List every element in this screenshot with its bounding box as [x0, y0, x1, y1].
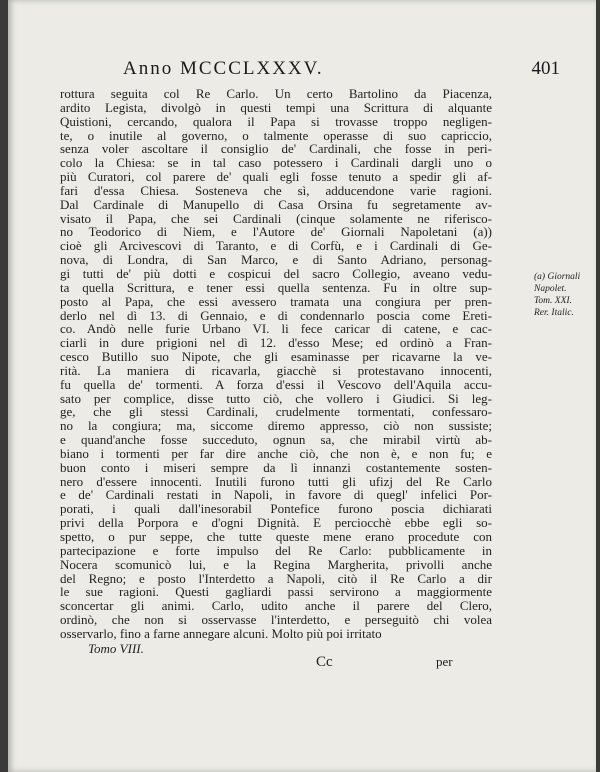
- text-line: fari d'essa Chiesa. Sosteneva che sì, adducendone varie ragioni.: [60, 182, 492, 198]
- text-line: più Curatori, col parere de' quali egli fosse tenuto a spedir gli af-: [60, 169, 492, 185]
- text-line: gi tutti de' più dotti e cospicui del sacro Collegio, aveano vedu-: [60, 265, 492, 281]
- marginal-note-line: Tom. XXI.: [534, 296, 572, 306]
- text-line: buon conto i miseri sempre da lì innanzi costantemente sosten-: [60, 459, 492, 475]
- text-line: del Regno; e posto l'Interdetto a Napoli, citò il Re Carlo a dir: [60, 570, 492, 586]
- text-line: ta quella Scrittura, e tener essi quella sentenza. Fu in oltre sup-: [60, 279, 492, 295]
- text-line: e quand'anche fosse succeduto, ognun sa, che mirabil virtù ab-: [60, 432, 492, 448]
- running-header: [123, 58, 560, 82]
- text-line: Dal Cardinale di Manupello di Casa Orsina fu segretamente av-: [60, 196, 492, 212]
- text-line: co. Andò nelle furie Urbano VI. li fece caricar di catene, e cac-: [60, 321, 492, 337]
- text-line: rottura seguita col Re Carlo. Un certo Bartolino da Piacenza,: [60, 86, 492, 101]
- text-line: fu quella de' tormenti. A forza d'essi il Vescovo dell'Aquila accu-: [60, 376, 492, 392]
- catchword: per: [436, 654, 453, 669]
- marginal-note-line: Rer. Italic.: [534, 308, 574, 318]
- text-line: cioè gli Arcivescovi di Taranto, e di Corfù, e i Cardinali di Ge-: [60, 238, 492, 254]
- text-line: biano i tormenti per far dire anche ciò, che non è, e non fu; e: [60, 445, 492, 461]
- page-number: 401: [531, 58, 560, 79]
- text-line: Nocera scomunicò lui, e la Regina Margherita, privolli anche: [60, 556, 492, 572]
- marginal-note: [534, 271, 600, 319]
- text-line: visato il Papa, che sei Cardinali (cinque solamente ne riferisco-: [60, 210, 492, 226]
- text-line: nero d'essere innocenti. Inutili furono tutti gli ufizj del Re Carlo: [60, 473, 492, 489]
- text-line: senza voler ascoltare il consiglio de' Cardinali, che fosse in peri-: [60, 141, 492, 157]
- book-page: [8, 0, 596, 772]
- signature-mark: Cc: [316, 654, 333, 670]
- header-title: Anno MCCCLXXXV.: [123, 58, 324, 79]
- text-line: ordinò, che non si osservasse l'interdetto, e perseguitò chi volea: [60, 612, 492, 628]
- text-line: cesco Butillo suo Nipote, che gli esaminasse per ricavarne la ve-: [60, 349, 492, 365]
- marginal-note-line: Napolet.: [534, 284, 567, 294]
- main-text: [60, 87, 492, 641]
- text-line: Quistioni, cercando, qualora il Papa si trovasse troppo negligen-: [60, 113, 492, 129]
- text-line: rità. La maniera di ricavarla, giacchè si protestavano innocenti,: [60, 362, 492, 378]
- text-line: e de' Cardinali restati in Napoli, in favore di quegl' infelici Por-: [60, 487, 492, 503]
- text-line: ge, che gli stessi Cardinali, crudelmente tormentati, confessaro-: [60, 404, 492, 420]
- text-line: ciarli in dure prigioni nel dì 12. d'esso Mese; ed ordinò a Fran-: [60, 335, 492, 351]
- page-footer: [88, 641, 548, 681]
- text-line: spetto, o pur seppe, che tutte queste mene erano procedute con: [60, 529, 492, 544]
- text-line: colo la Chiesa: se in tal caso potessero i Cardinali dargli uno o: [60, 155, 492, 171]
- text-line: sconcertar gli animi. Carlo, udito anche il parere del Clero,: [60, 598, 492, 614]
- text-line: nova, di Londra, di San Marco, e di Santo Adriano, personag-: [60, 252, 492, 268]
- text-line: partecipazione e forte impulso del Re Carlo: pubblicamente in: [60, 542, 492, 558]
- text-line: osservarlo, fino a farne annegare alcuni. Molto più poi irritato: [60, 625, 382, 641]
- volume-label: Tomo VIII.: [88, 641, 144, 656]
- text-line: ardito Legista, divolgò in questi tempi una Scrittura di alquante: [60, 99, 492, 115]
- text-line: posto al Papa, che essi avessero tramata una congiura per pren-: [60, 293, 492, 309]
- text-line: no Teodorico di Niem, e l'Autore de' Giornali Napoletani (a)): [60, 224, 492, 240]
- text-line: le sue ragioni. Questi gagliardi passi servirono a maggiormente: [60, 584, 492, 600]
- text-line: sato per complice, disse tutto ciò, che vollero i Giudici. Si leg-: [60, 390, 492, 406]
- text-line: derlo nel dì 13. di Gennaio, e di condennarlo poscia come Ereti-: [60, 307, 492, 323]
- text-line: porati, i quali dall'inesorabil Pontefice furono poscia dichiarati: [60, 501, 492, 517]
- text-line: privi della Porpora e d'ogni Dignità. E perciocchè ebbe egli so-: [60, 515, 492, 531]
- text-line: no la congiura; ma, siccome diremo appresso, ciò non sussiste;: [60, 418, 492, 434]
- text-line: te, o inutile al governo, o talmente operasse di suo capriccio,: [60, 127, 492, 143]
- marginal-note-line: (a) Giornali: [534, 272, 581, 282]
